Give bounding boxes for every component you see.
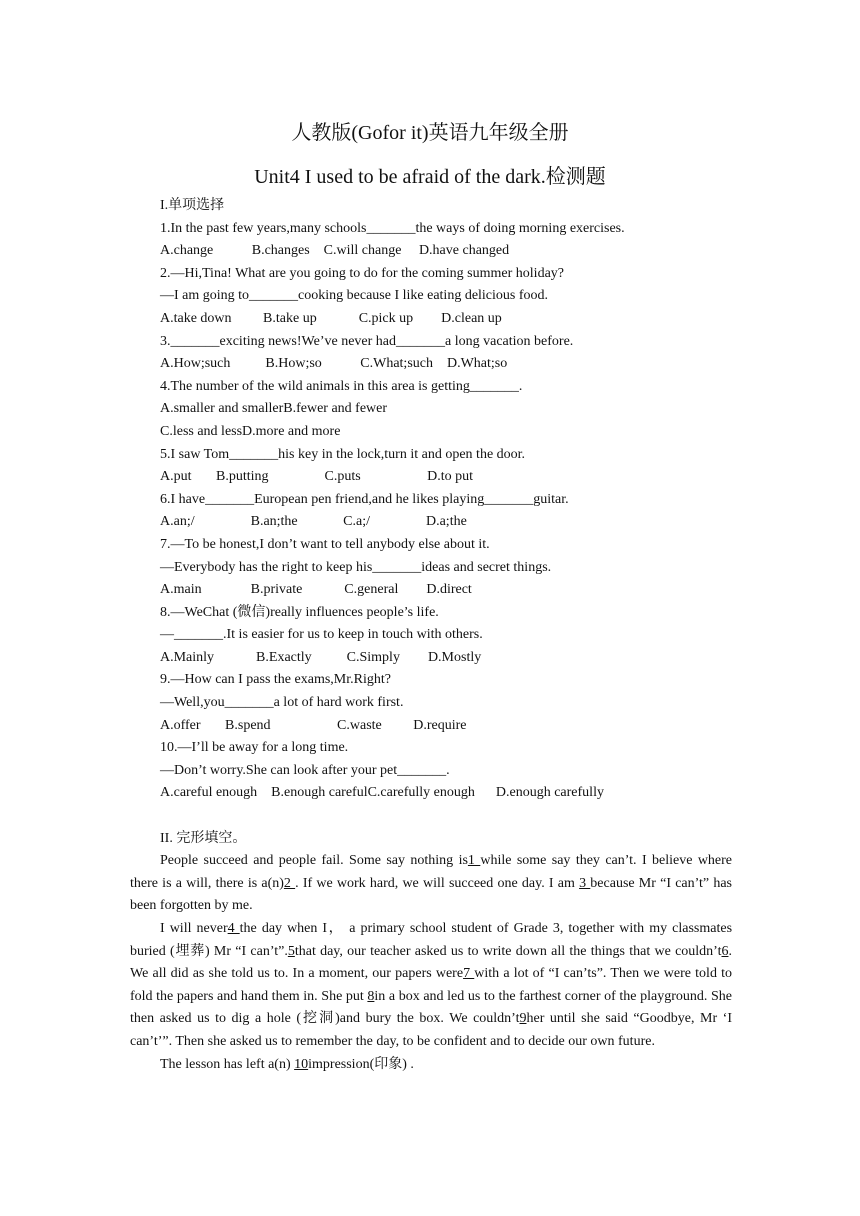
question-line: 3._______exciting news!We’ve never had_______a long vacation before. bbox=[160, 333, 574, 349]
blank-10: 10 bbox=[294, 1056, 309, 1072]
question-line: —Everybody has the right to keep his_______ideas and secret things. bbox=[160, 559, 552, 575]
question-line: 9.—How can I pass the exams,Mr.Right? bbox=[160, 672, 391, 688]
cloze-text: . If we work hard, we will succeed one day. I am bbox=[295, 875, 580, 891]
question-line: 6.I have_______European pen friend,and he likes playing_______guitar. bbox=[160, 491, 569, 507]
cloze-text: The lesson has left a(n) bbox=[160, 1056, 295, 1072]
blank-3: 3 bbox=[579, 875, 591, 891]
options-line: A.smaller and smallerB.fewer and fewer bbox=[160, 401, 388, 417]
cloze-paragraph-2 bbox=[130, 918, 732, 1054]
cloze-text: impression(印象) . bbox=[308, 1056, 414, 1072]
section-gap bbox=[130, 805, 732, 828]
blank-6: 6 bbox=[721, 943, 729, 959]
options-line: A.an;/ B.an;the C.a;/ D.a;the bbox=[160, 514, 467, 530]
part1-questions bbox=[130, 218, 732, 805]
cloze-text: with a lot of “I can’ts”. Then we were told to fold the papers and hand them in. She put bbox=[130, 966, 733, 1004]
cloze-text: I will never bbox=[160, 921, 228, 936]
cloze-text: People succeed and people fail. Some say nothing is bbox=[160, 853, 468, 869]
options-line: A.How;such B.How;so C.What;such D.What;so bbox=[160, 356, 508, 372]
document-title: 人教版(Gofor it)英语九年级全册 bbox=[291, 122, 569, 144]
cloze-paragraph-3 bbox=[130, 1054, 732, 1077]
question-line: —_______.It is easier for us to keep in touch with others. bbox=[160, 627, 483, 643]
cloze-text: because Mr “I can’t” has been forgotten by me. bbox=[130, 875, 733, 914]
document-body bbox=[130, 195, 732, 1076]
question-line: 2.—Hi,Tina! What are you going to do for the coming summer holiday? bbox=[160, 265, 564, 281]
question-line: 1.In the past few years,many schools_______the ways of doing morning exercises. bbox=[160, 220, 625, 236]
blank-7: 7 bbox=[463, 966, 475, 982]
question-line: —Don’t worry.She can look after your pet_______. bbox=[160, 762, 450, 778]
options-line: A.offer B.spend C.waste D.require bbox=[160, 717, 467, 733]
options-line: A.take down B.take up C.pick up D.clean up bbox=[160, 310, 502, 326]
question-line: 7.—To be honest,I don’t want to tell anybody else about it. bbox=[160, 536, 490, 552]
question-line: —Well,you_______a lot of hard work first. bbox=[160, 695, 404, 711]
cloze-text: in a box and led us to the farthest corner of the playground. She then asked us to dig a hole (挖洞)and bury the box. We couldn’t bbox=[130, 988, 732, 1027]
question-line: 4.The number of the wild animals in this area is getting_______. bbox=[160, 378, 523, 394]
blank-8: 8 bbox=[367, 988, 375, 1004]
question-line: 5.I saw Tom_______his key in the lock,turn it and open the door. bbox=[160, 446, 526, 462]
cloze-text: her until she said “Goodbye, Mr ‘I can’t’”. Then she asked us to remember the day, to be confident and to decide our own future. bbox=[130, 1011, 732, 1049]
options-line: A.main B.private C.general D.direct bbox=[160, 582, 472, 598]
options-line: A.put B.putting C.puts D.to put bbox=[160, 469, 474, 485]
question-line: 10.—I’ll be away for a long time. bbox=[160, 740, 349, 756]
options-line: C.less and lessD.more and more bbox=[160, 423, 341, 439]
part1-heading: I.单项选择 bbox=[160, 198, 225, 213]
cloze-text: that day, our teacher asked us to write down all the things that we couldn’t bbox=[294, 943, 722, 959]
cloze-paragraph-1 bbox=[130, 850, 732, 918]
cloze-text: the day when I， a primary school student of Grade 3, together with my classmates buried (埋葬) Mr “I can’t”. bbox=[130, 921, 733, 959]
options-line: A.change B.changes C.will change D.have changed bbox=[160, 243, 510, 259]
cloze-text: while some say they can’t. I believe where there is a will, there is a(n) bbox=[130, 853, 733, 891]
options-line: A.Mainly B.Exactly C.Simply D.Mostly bbox=[160, 649, 482, 665]
question-line: 8.—WeChat (微信)really influences people’s life. bbox=[160, 604, 439, 620]
question-line: —I am going to_______cooking because I like eating delicious food. bbox=[160, 288, 549, 304]
document-subtitle: Unit4 I used to be afraid of the dark.检测题 bbox=[254, 166, 606, 188]
blank-5: 5 bbox=[287, 943, 295, 959]
blank-1: 1 bbox=[467, 853, 481, 869]
options-line: A.careful enough B.enough carefulC.carefully enough D.enough carefully bbox=[160, 785, 604, 801]
blank-4: 4 bbox=[227, 921, 240, 936]
blank-9: 9 bbox=[519, 1011, 527, 1027]
part2-heading: II. 完形填空。 bbox=[160, 830, 247, 846]
cloze-text: . We all did as she told us to. In a moment, our papers were bbox=[130, 943, 732, 982]
blank-2: 2 bbox=[283, 875, 296, 891]
